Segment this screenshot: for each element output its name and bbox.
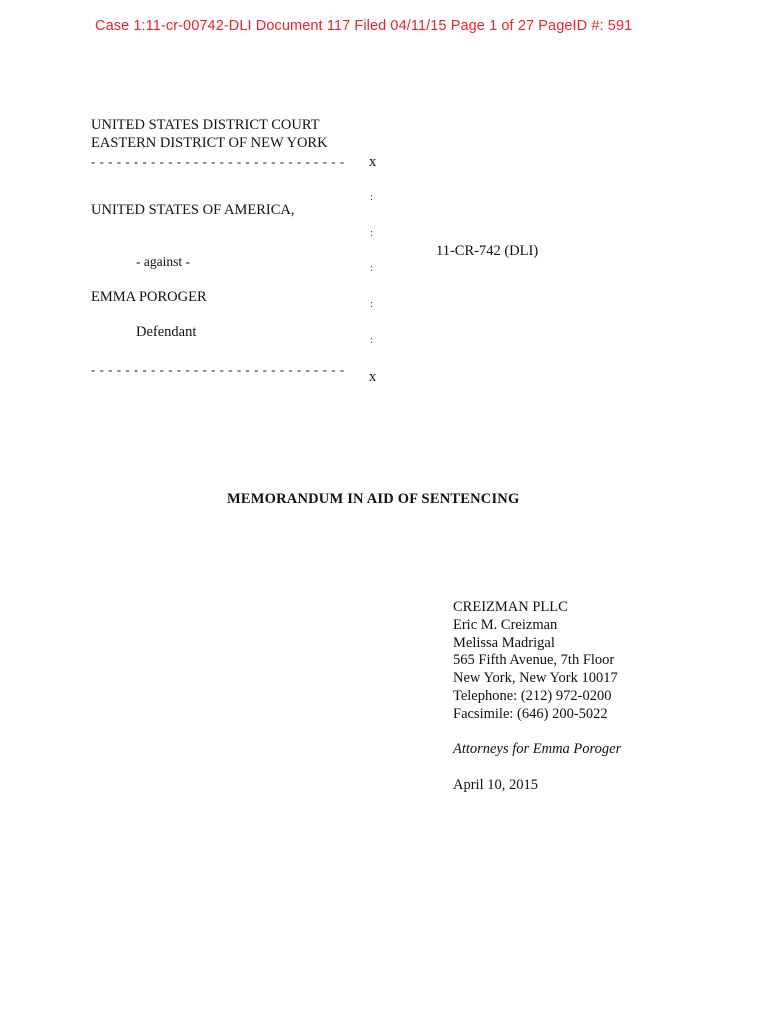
caption-colon-2: : — [370, 227, 374, 239]
caption-top-rule-mark: x — [369, 154, 377, 170]
caption-bottom-rule: - - - - - - - - - - - - - - - - - - - - - - - - - - - - - - — [91, 362, 345, 377]
signature-block — [453, 599, 621, 795]
attorneys-for-line: Attorneys for Emma Poroger — [453, 741, 622, 758]
facsimile-line: Facsimile: (646) 200-5022 — [453, 705, 608, 722]
case-number: 11-CR-742 (DLI) — [436, 243, 539, 259]
against-line: - against - — [136, 254, 190, 269]
defendant-name: EMMA POROGER — [91, 289, 207, 305]
plaintiff-name: UNITED STATES OF AMERICA, — [91, 202, 295, 218]
firm-name: CREIZMAN PLLC — [453, 599, 568, 615]
attorney-name-1: Eric M. Creizman — [453, 616, 558, 633]
caption-colon-4: : — [370, 298, 374, 310]
caption-colon-1: : — [370, 191, 374, 203]
address-line-1: 565 Fifth Avenue, 7th Floor — [453, 652, 615, 669]
address-line-2: New York, New York 10017 — [453, 670, 618, 687]
document-title: MEMORANDUM IN AID OF SENTENCING — [227, 491, 520, 507]
caption-bottom-rule-mark: x — [369, 369, 377, 385]
defendant-role: Defendant — [136, 324, 197, 340]
court-name-line: UNITED STATES DISTRICT COURT — [91, 117, 320, 133]
caption-top-rule: - - - - - - - - - - - - - - - - - - - - - - - - - - - - - - — [91, 154, 345, 169]
ecf-header-stamp: Case 1:11-cr-00742-DLI Document 117 Filed 04/11/15 Page 1 of 27 PageID #: 591 — [95, 18, 633, 34]
caption-colon-3: : — [370, 262, 374, 274]
caption-colon-5: : — [370, 334, 374, 346]
telephone-line: Telephone: (212) 972-0200 — [453, 687, 612, 704]
filing-date: April 10, 2015 — [453, 776, 538, 793]
court-district-line: EASTERN DISTRICT OF NEW YORK — [91, 135, 328, 151]
attorney-name-2: Melissa Madrigal — [453, 634, 555, 651]
